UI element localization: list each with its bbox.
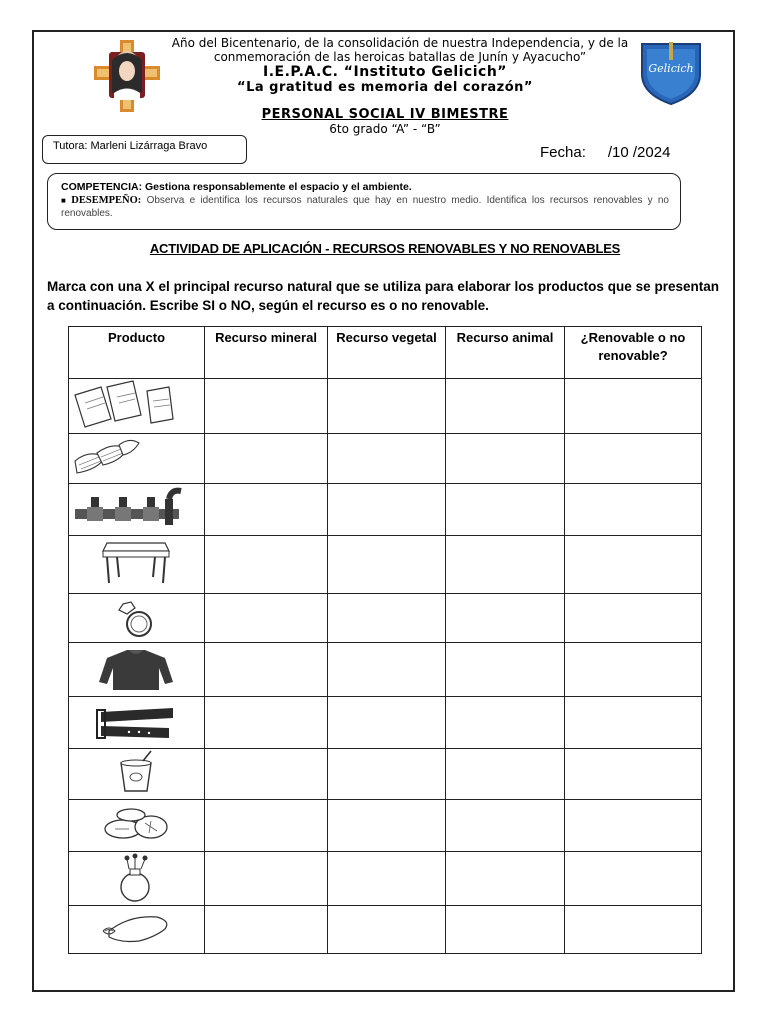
activity-instructions: Marca con una X el principal recurso natural que se utiliza para elaborar los productos que se presentan a continuación. Escribe SI o NO, según el recurso es o no renovable. xyxy=(47,279,719,313)
cell-renovable[interactable] xyxy=(565,800,702,852)
cell-mineral[interactable] xyxy=(205,697,328,749)
leather-belt-icon xyxy=(69,698,203,748)
cell-mineral[interactable] xyxy=(205,536,328,594)
table-row xyxy=(69,594,702,643)
desempeno-label: DESEMPEÑO: xyxy=(71,195,142,206)
cell-renovable[interactable] xyxy=(565,484,702,536)
cell-vegetal[interactable] xyxy=(328,484,446,536)
cell-renovable[interactable] xyxy=(565,906,702,954)
cell-mineral[interactable] xyxy=(205,484,328,536)
books-icon xyxy=(69,379,203,433)
date-field xyxy=(540,144,670,161)
cell-mineral[interactable] xyxy=(205,749,328,800)
desempeno-text: Observa e identifica los recursos naturales que hay en nuestro medio. Identifica los recursos renovables y no renovables. xyxy=(61,195,669,219)
product-cell xyxy=(69,643,205,697)
diamond-ring-icon xyxy=(69,594,203,642)
date-value: /10 /2024 xyxy=(607,144,671,161)
cell-renovable[interactable] xyxy=(565,379,702,434)
table-row xyxy=(69,379,702,434)
logo-text: Gelicich xyxy=(648,62,694,75)
product-cell xyxy=(69,536,205,594)
table-row xyxy=(69,536,702,594)
header-recurso-mineral: Recurso mineral xyxy=(205,327,328,379)
table-row xyxy=(69,800,702,852)
tutor-name: Tutora: Marleni Lizárraga Bravo xyxy=(53,140,208,152)
cell-renovable[interactable] xyxy=(565,852,702,906)
glass-vase-icon xyxy=(69,853,203,905)
products-table xyxy=(68,326,702,954)
school-name: I.E.P.A.C. “Instituto Gelicich” xyxy=(263,64,507,80)
cell-vegetal[interactable] xyxy=(328,749,446,800)
cell-renovable[interactable] xyxy=(565,536,702,594)
cell-vegetal[interactable] xyxy=(328,434,446,484)
product-cell xyxy=(69,697,205,749)
activity-title: ACTIVIDAD DE APLICACIÓN - RECURSOS RENOVABLES Y NO RENOVABLES xyxy=(149,241,621,256)
table-row xyxy=(69,697,702,749)
sweater-icon xyxy=(69,644,203,696)
cell-animal[interactable] xyxy=(446,484,565,536)
cell-mineral[interactable] xyxy=(205,800,328,852)
cell-animal[interactable] xyxy=(446,643,565,697)
cell-mineral[interactable] xyxy=(205,643,328,697)
cell-renovable[interactable] xyxy=(565,749,702,800)
competencia-text: Gestiona responsablemente el espacio y el ambiente. xyxy=(145,181,412,193)
tutor-box xyxy=(42,135,247,164)
cell-vegetal[interactable] xyxy=(328,643,446,697)
product-cell xyxy=(69,852,205,906)
bullet-icon: ■ xyxy=(61,196,69,205)
course-title: PERSONAL SOCIAL IV BIMESTRE xyxy=(261,107,509,122)
gelicich-shield-icon xyxy=(638,40,704,106)
cell-renovable[interactable] xyxy=(565,594,702,643)
school-crest-icon xyxy=(92,38,162,114)
product-cell xyxy=(69,800,205,852)
yogurt-cup-icon xyxy=(69,749,203,799)
cell-animal[interactable] xyxy=(446,434,565,484)
wooden-table-icon xyxy=(69,537,203,593)
cell-mineral[interactable] xyxy=(205,594,328,643)
header-recurso-vegetal: Recurso vegetal xyxy=(328,327,446,379)
product-cell xyxy=(69,379,205,434)
header-producto: Producto xyxy=(69,327,205,379)
cell-renovable[interactable] xyxy=(565,643,702,697)
header-recurso-animal: Recurso animal xyxy=(446,327,565,379)
table-row xyxy=(69,643,702,697)
metal-pipes-icon xyxy=(69,485,203,535)
cell-vegetal[interactable] xyxy=(328,800,446,852)
product-cell xyxy=(69,484,205,536)
competencia-label: COMPETENCIA: xyxy=(61,181,143,193)
cell-animal[interactable] xyxy=(446,594,565,643)
product-cell xyxy=(69,749,205,800)
cell-animal[interactable] xyxy=(446,749,565,800)
header-anniversary-line: Año del Bicentenario, de la consolidación de nuestra Independencia, y de la conmemoración de las heroicas batallas de Junín y Ayacucho” xyxy=(171,36,629,64)
wool-cloth-icon xyxy=(69,907,203,953)
table-row xyxy=(69,749,702,800)
wool-skeins-icon xyxy=(69,435,203,483)
grade-label: 6to grado “A” - “B” xyxy=(329,122,441,136)
cell-mineral[interactable] xyxy=(205,852,328,906)
cell-vegetal[interactable] xyxy=(328,594,446,643)
cell-vegetal[interactable] xyxy=(328,906,446,954)
competencia-box xyxy=(47,173,681,230)
cell-animal[interactable] xyxy=(446,906,565,954)
cell-vegetal[interactable] xyxy=(328,852,446,906)
table-row xyxy=(69,484,702,536)
cell-animal[interactable] xyxy=(446,852,565,906)
table-row xyxy=(69,906,702,954)
table-row xyxy=(69,852,702,906)
cell-mineral[interactable] xyxy=(205,906,328,954)
cell-renovable[interactable] xyxy=(565,697,702,749)
cell-animal[interactable] xyxy=(446,697,565,749)
bread-icon xyxy=(69,801,203,851)
cell-vegetal[interactable] xyxy=(328,536,446,594)
table-header-row xyxy=(69,327,702,379)
cell-mineral[interactable] xyxy=(205,379,328,434)
cell-renovable[interactable] xyxy=(565,434,702,484)
cell-animal[interactable] xyxy=(446,800,565,852)
cell-animal[interactable] xyxy=(446,536,565,594)
school-motto: “La gratitud es memoria del corazón” xyxy=(237,80,533,95)
date-label: Fecha: xyxy=(540,144,586,161)
product-cell xyxy=(69,594,205,643)
cell-vegetal[interactable] xyxy=(328,697,446,749)
table-row xyxy=(69,434,702,484)
cell-mineral[interactable] xyxy=(205,434,328,484)
cell-animal[interactable] xyxy=(446,379,565,434)
header-renovable: ¿Renovable o no renovable? xyxy=(565,327,702,379)
cell-vegetal[interactable] xyxy=(328,379,446,434)
product-cell xyxy=(69,906,205,954)
desempeno-line xyxy=(61,194,669,220)
competencia-line xyxy=(61,181,412,193)
product-cell xyxy=(69,434,205,484)
